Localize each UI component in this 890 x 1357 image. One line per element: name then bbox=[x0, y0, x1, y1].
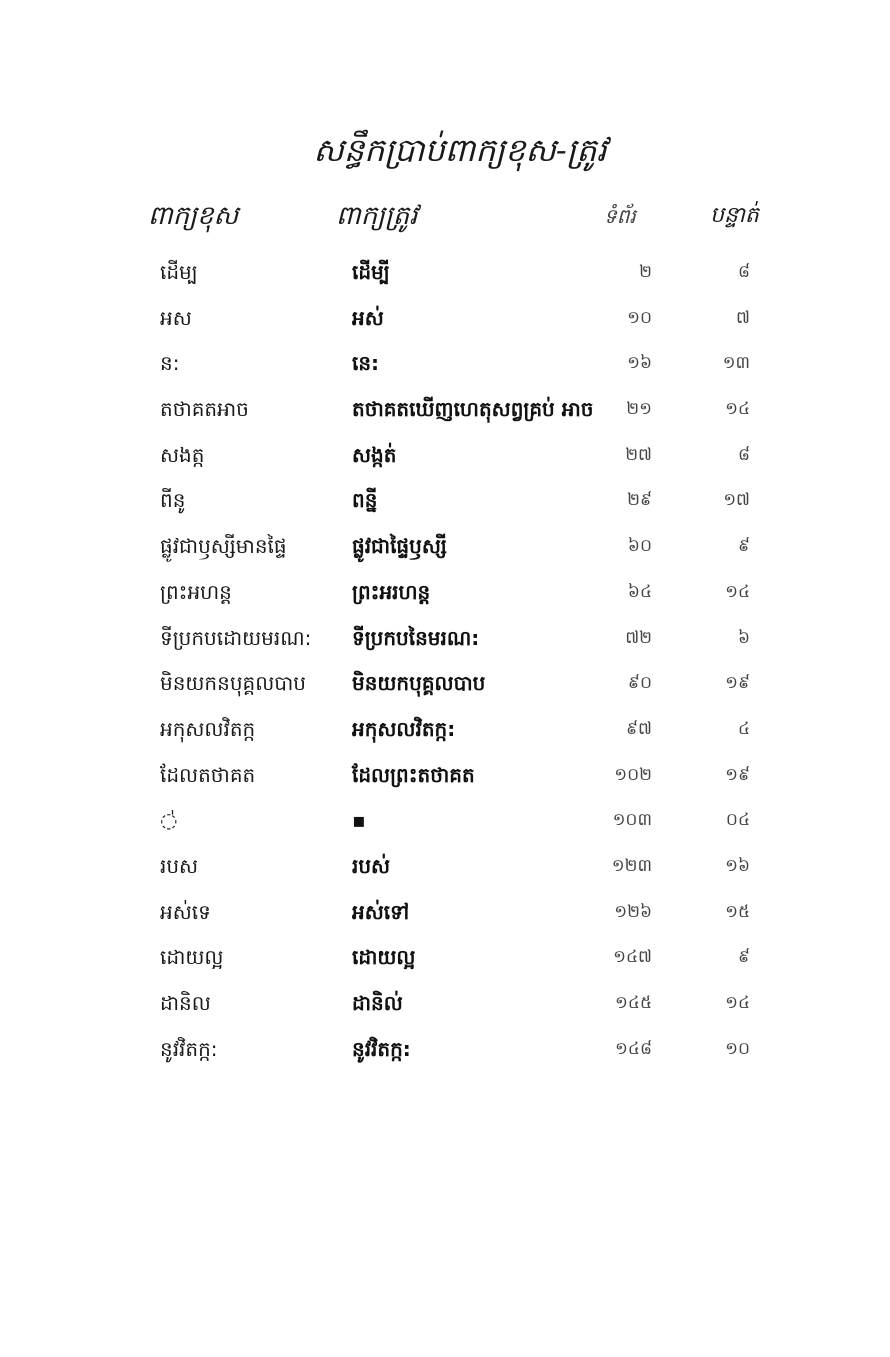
correct-word: នូវវិតក្ក: bbox=[352, 1036, 411, 1061]
header-wrong-word: ពាក្យខុស bbox=[148, 201, 239, 231]
table-row bbox=[0, 298, 890, 344]
wrong-word: ទីប្រកបដោយមរណ: bbox=[160, 625, 312, 650]
wrong-word: នូវវិតក្ក: bbox=[160, 1036, 218, 1061]
correct-word: នេ: bbox=[352, 351, 380, 376]
page-number: ៧២ bbox=[625, 627, 652, 648]
page-number: ៩៧ bbox=[626, 718, 652, 739]
document-title: សន្ធឹកប្រាប់ពាក្យខុស-ត្រូវ bbox=[313, 131, 607, 169]
line-number: ៨ bbox=[737, 262, 750, 282]
line-number: ១៥ bbox=[725, 901, 750, 922]
correct-word: របស់ bbox=[352, 853, 391, 878]
line-number: ១៤ bbox=[725, 993, 750, 1013]
wrong-word: ◌̍ bbox=[160, 808, 178, 833]
wrong-word: ព្រះអហន្ត bbox=[160, 579, 232, 604]
page-number: ១២៣ bbox=[611, 855, 652, 876]
table-row bbox=[0, 800, 890, 846]
page-number: ១០ bbox=[627, 307, 652, 328]
header-line: បន្ទាត់ bbox=[710, 203, 759, 228]
page-number: ១៤៧ bbox=[613, 947, 652, 968]
line-number: ៦ bbox=[737, 627, 750, 648]
table-row bbox=[0, 709, 890, 755]
line-number: ១៣ bbox=[722, 353, 750, 374]
table-row bbox=[0, 892, 890, 938]
table-row bbox=[0, 343, 890, 389]
wrong-word: ផ្លូវជាឫស្សីមានផ្ទៃ bbox=[160, 534, 287, 559]
wrong-word: អកុសលវិតក្ក bbox=[160, 716, 256, 741]
line-number: ០៤ bbox=[725, 810, 750, 831]
correct-word: អកុសលវិតក្ក: bbox=[352, 716, 456, 741]
wrong-word: ដានិល bbox=[160, 991, 211, 1015]
page-number: ២៩ bbox=[627, 490, 652, 511]
correct-word: ដែលព្រះតថាគត bbox=[352, 762, 475, 787]
wrong-word: ដែលតថាគត bbox=[160, 762, 256, 787]
line-number: ៤ bbox=[737, 718, 750, 739]
table-row bbox=[0, 846, 890, 892]
page-number: ១០២ bbox=[614, 764, 652, 785]
header-page: ទំព័រ bbox=[604, 204, 636, 228]
line-number: ៩ bbox=[737, 536, 750, 557]
page-number: ២៧ bbox=[625, 444, 652, 465]
wrong-word: ពីនូ bbox=[160, 488, 186, 513]
page-number: ១៤៨ bbox=[615, 1038, 652, 1059]
table-row bbox=[0, 526, 890, 572]
wrong-word: របស bbox=[160, 853, 199, 878]
wrong-word: ន: bbox=[160, 351, 180, 376]
wrong-word: អស bbox=[160, 305, 192, 330]
line-number: ១៤ bbox=[725, 581, 750, 602]
correct-word: ព្រះអរហន្ត bbox=[352, 579, 431, 604]
page-number: ១៦ bbox=[627, 353, 652, 374]
table-row bbox=[0, 389, 890, 435]
table-row bbox=[0, 983, 890, 1029]
line-number: ៨ bbox=[737, 444, 750, 465]
page-number: ២១ bbox=[626, 399, 652, 420]
correct-word: សង្កត់ bbox=[352, 442, 397, 467]
wrong-word: តថាគតអាច bbox=[160, 397, 249, 422]
wrong-word: អស់ទេ bbox=[160, 899, 211, 924]
correct-word: ផ្លូវជាផ្ទៃឫស្សី bbox=[352, 534, 447, 559]
table-header bbox=[0, 196, 890, 242]
wrong-word: មិនយកនបុគ្គលបាប bbox=[160, 671, 306, 696]
page-number: ១០៣ bbox=[612, 810, 652, 831]
table-row bbox=[0, 480, 890, 526]
correct-word: ដោយល្អ bbox=[352, 945, 416, 970]
line-number: ៩ bbox=[737, 947, 750, 968]
correct-word: ពន្នី bbox=[352, 488, 378, 513]
page-number: ៦០ bbox=[627, 536, 652, 557]
correct-word: ទីប្រកបនៃមរណ: bbox=[352, 625, 480, 650]
table-row bbox=[0, 1029, 890, 1075]
correct-word: តថាគតឃើញហេតុសព្វគ្រប់ អាច bbox=[352, 397, 594, 422]
wrong-word: ដោយល្អ bbox=[160, 945, 224, 970]
page-number: ៩០ bbox=[627, 673, 652, 694]
correct-word: អស់ទៅ bbox=[352, 899, 410, 924]
correct-word: អស់ bbox=[352, 305, 384, 330]
table-row bbox=[0, 572, 890, 618]
line-number: ១៧ bbox=[723, 490, 750, 511]
table-row bbox=[0, 663, 890, 709]
line-number: ១៦ bbox=[725, 855, 750, 876]
line-number: ១៩ bbox=[725, 764, 750, 785]
table-row bbox=[0, 755, 890, 801]
correct-word: ▪ bbox=[352, 808, 366, 833]
table-row bbox=[0, 937, 890, 983]
line-number: ៧ bbox=[736, 307, 750, 328]
correct-word: ដានិល់ bbox=[352, 991, 403, 1015]
page-number: ៦៤ bbox=[627, 581, 652, 602]
table-row bbox=[0, 435, 890, 481]
wrong-word: សងត្ក bbox=[160, 442, 205, 467]
wrong-word: ដើម្ប bbox=[160, 260, 198, 284]
table-row bbox=[0, 252, 890, 298]
line-number: ១៩ bbox=[725, 673, 750, 694]
errata-table bbox=[0, 252, 890, 1074]
table-row bbox=[0, 618, 890, 664]
correct-word: ដើម្បី bbox=[352, 260, 390, 284]
header-correct-word: ពាក្យត្រូវ bbox=[336, 201, 418, 231]
correct-word: មិនយកបុគ្គលបាប bbox=[352, 671, 486, 696]
page-number: ១៤៥ bbox=[615, 993, 652, 1013]
page-number: ២ bbox=[639, 262, 652, 282]
line-number: ១៤ bbox=[725, 399, 750, 420]
line-number: ១០ bbox=[725, 1038, 750, 1059]
page-number: ១២៦ bbox=[614, 901, 652, 922]
